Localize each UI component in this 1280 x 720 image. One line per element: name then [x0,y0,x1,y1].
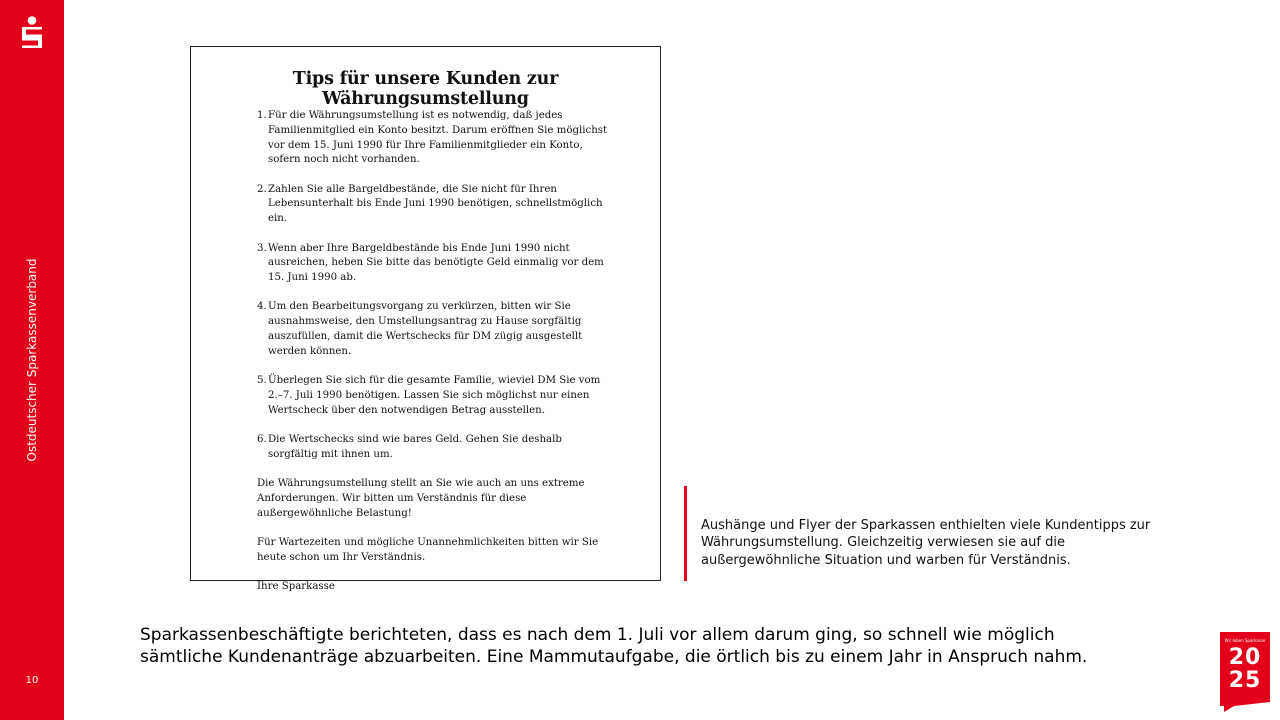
tip-text: Für die Währungsumstellung ist es notwendig, daß jedes Familienmitglied ein Konto besitzt. Darum eröffnen Sie möglichst vor dem 15. Juni 1990 für Ihre Familienmitglieder ein Konto, sofern noch nicht vorhanden. [268,110,608,166]
tip-item [257,374,609,418]
image-caption: Aushänge und Flyer der Sparkassen enthielten viele Kundentipps zur Währungsumstellung. Gleichzeitig verwiesen sie auf die außergewöhnliche Situation und warben für Verständnis. [701,518,1151,568]
historical-document-scan [190,46,661,593]
page-number: 10 [25,675,39,686]
tip-number: 4. [257,301,267,313]
tip-number: 1. [257,110,267,121]
tip-item [257,433,609,463]
document-signature: Ihre Sparkasse [257,581,335,593]
tip-text: Wenn aber Ihre Bargeldbestände bis Ende Juni 1990 nicht ausreichen, heben Sie bitte das benötigte Geld einmalig vor dem 15. Juni 1990 ab. [268,242,604,284]
tip-text: Die Wertschecks sind wie bares Geld. Gehen Sie deshalb sorgfältig mit ihnen um. [268,434,562,460]
tip-number: 6. [257,434,267,446]
organization-name: Ostdeutscher Sparkassenverband [25,258,39,462]
caption-accent-bar [684,486,687,581]
tip-number: 5. [257,375,267,387]
tip-text: Zahlen Sie alle Bargeldbestände, die Sie nicht für Ihren Lebensunterhalt bis Ende Juni 1990 benötigen, schnellstmöglich ein. [268,183,603,225]
badge-year-top: 20 [1228,645,1262,670]
slide-body-text: Sparkassenbeschäftigte berichteten, dass es nach dem 1. Juli vor allem darum ging, so schnell wie möglich sämtliche Kundenanträge abzuarbeiten. Eine Mammutaufgabe, die örtlich bis zu einem Jahr in Anspruch nahm. [140,625,1088,667]
tip-item [257,300,609,359]
sidebar [0,0,64,720]
badge-year-bottom: 25 [1228,668,1262,693]
closing-paragraph: Für Wartezeiten und mögliche Unannehmlichkeiten bitten wir Sie heute schon um Ihr Verständnis. [257,537,599,563]
tip-text: Überlegen Sie sich für die gesamte Familie, wieviel DM Sie vom 2.–7. Juli 1990 benötigen. Lassen Sie sich möglichst nur einen Wertscheck über den notwendigen Betrag ausstellen. [268,375,601,416]
closing-paragraph: Die Währungsumstellung stellt an Sie wie auch an uns extreme Anforderungen. Wir bitten um Verständnis für diese außergewöhnliche Belastung! [257,478,585,519]
tip-item [257,183,609,227]
tip-item [257,109,609,168]
document-body [257,109,609,595]
tip-text: Um den Bearbeitungsvorgang zu verkürzen, bitten wir Sie ausnahmsweise, den Umstellungsantrag zu Hause sorgfältig auszufüllen, damit die Wertschecks für DM zügig ausgestellt werden können. [268,301,583,357]
sparkasse-s-logo-icon [19,16,45,50]
tip-number: 3. [257,242,267,254]
badge-tagline: Wir leben Sparkasse [1224,638,1266,643]
tip-number: 2. [257,183,267,195]
document-title: Tips für unsere Kunden zur Währungsumstellung [292,69,559,109]
tip-item [257,242,609,286]
anniversary-badge [1220,632,1270,712]
